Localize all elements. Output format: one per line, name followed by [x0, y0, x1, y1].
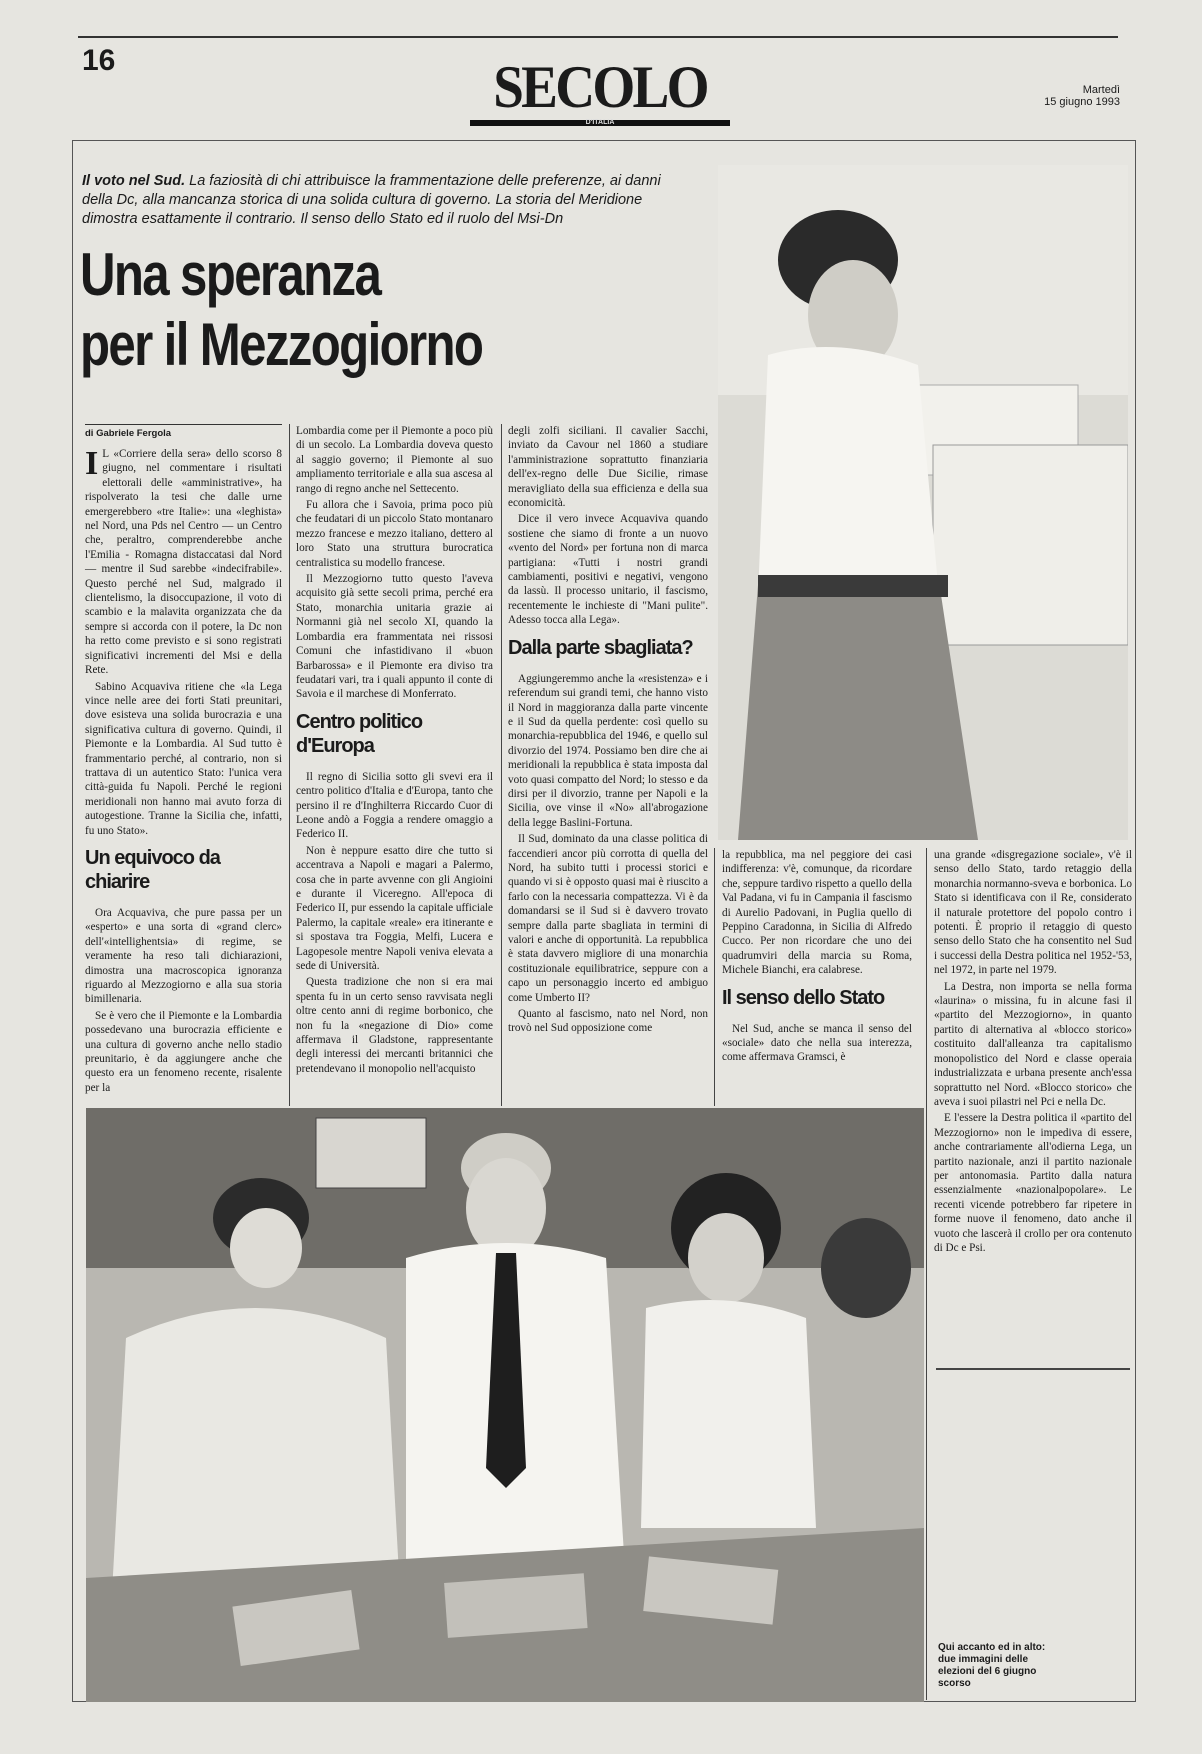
paragraph: Questa tradizione che non si era mai spenta fu in un certo senso ravvisata negli oltre cento anni di regime borbonico, che non fu la «negazione di Dio» come affermava il Gladstone, rappresentante degli interessi dei mercanti britannici che pretendevano il monopolio nell'acquisto — [296, 976, 493, 1075]
paragraph: Se è vero che il Piemonte e la Lombardia possedevano una burocrazia efficiente e una cultura di governo anche nello stadio preunitario, è da aggiungere anche che questo era un fenomeno recente, risalente per la — [85, 1009, 282, 1094]
photo-voter-at-ballot-box — [718, 165, 1128, 840]
article-column-3 — [508, 424, 708, 1038]
headline-line-1: Una speranza — [80, 241, 381, 308]
column-rule — [289, 424, 290, 1106]
photo-caption: Qui accanto ed in alto: due immagini delle elezioni del 6 giugno scorso — [938, 1642, 1046, 1689]
paragraph: Nel Sud, anche se manca il senso del «sociale» dato che nella sua interezza, come affermava Gramsci, è — [722, 1022, 912, 1064]
page-number: 16 — [82, 44, 116, 77]
paragraph: una grande «disgregazione sociale», v'è il senso dello Stato, tardo retaggio della monarchia normanno-sveva e borbonica. Lo Stato si identificava con il Re, considerato il naturale protettore del popolo contro i potenti. È proprio il retaggio di questo senso dello Stato che ha consentito nel Sud i successi della Destra politica nel 1952-'53, nel 1972, in parte nel 1979. — [934, 849, 1132, 977]
dateline — [1010, 84, 1120, 108]
masthead — [470, 56, 730, 126]
column-rule — [714, 848, 715, 1106]
top-rule — [78, 36, 1118, 38]
paragraph-text: L «Corriere della sera» dello scorso 8 giugno, nel commentare i risultati elettorali delle «amministrative», ha rispolverato la tesi che dalle urne emergerebbero «tre Italie»: una «leghista» nel Nord, una Pds nel Centro — un Centro che, peraltro, comprenderebbe anche l'Emilia - Romagna distaccatasi dal Nord — mentre il Sud sarebbe «indecifrabile». Questo perché nel Sud, malgrado il clientelismo, la disoccupazione, il voto di scambio e la malavita organizzata che da sempre si accorda con il potere, la Dc non ha retto come previsto e si sono registrati significativi incrementi del Msi e della Rete. — [85, 448, 282, 677]
masthead-title: SECOLO — [493, 54, 707, 120]
photo-vote-counting — [86, 1108, 924, 1702]
voter-photo-illustration — [718, 165, 1128, 840]
vote-counting-illustration — [86, 1108, 924, 1702]
masthead-bar — [470, 120, 730, 126]
subheading: Centro politico d'Europa — [296, 710, 423, 757]
article-column-2 — [296, 424, 493, 1078]
paragraph: Aggiungeremmo anche la «resistenza» e i referendum sui grandi temi, che hanno visto il Nord in maggioranza dalla parte vincente e il Sud da quella perdente: così quello su monarchia-repubblica del 1946, e quello sul divorzio del 1974. Possiamo ben dire che ai meridionali la repubblica è stata imposta dal voto quasi compatto del Nord; lo stesso e da dirsi per il divorzio, tranne per Napoli e la Sicilia, ove vinse il «No» all'abrogazione della legge Baslini-Fortuna. — [508, 672, 708, 829]
drop-cap: I — [85, 445, 99, 482]
paragraph: Il regno di Sicilia sotto gli svevi era il centro politico d'Italia e d'Europa, tanto che persino il re d'Inghilterra Riccardo Cuor di Leone andò a Foggia a rendere omaggio a Federico II. — [296, 770, 493, 841]
end-rule — [936, 1368, 1130, 1370]
subheading: Un equivoco da chiarire — [85, 846, 220, 893]
paragraph: Dice il vero invece Acquaviva quando sostiene che siamo di fronte a un nuovo «vento del Nord» per fortuna non di marca partigiana: «Tutti i nostri grandi cambiamenti, positivi e negativi, vengono da lassù. Il processo unitario, il fascismo, recentemente le inchieste di "Mani pulite". Adesso tocca alla Lega». — [508, 513, 708, 627]
paragraph: degli zolfi siciliani. Il cavalier Sacchi, inviato da Cavour nel 1860 a studiare l'amministrazione soprattutto finanziaria dell'ex-regno delle Due Sicilie, rimase meravigliato della sua efficienza e della sua economicità. — [508, 425, 708, 510]
paragraph: la repubblica, ma nel peggiore dei casi indifferenza: v'è, comunque, da ricordare che, seppure tardivo rispetto a quello della Val Padana, vi fu in Campania il fascismo di Aurelio Padovani, in Puglia quello di Peppino Caradonna, in Sicilia di Alfredo Cucco. Per non ricordare che uno dei quadrumviri della marcia su Roma, Michele Bianchi, era calabrese. — [722, 849, 912, 977]
masthead-subtitle: D'ITALIA — [585, 119, 615, 126]
subheading: Il senso dello Stato — [722, 986, 885, 1009]
dateline-day: Martedì — [1082, 84, 1120, 96]
paragraph: Ora Acquaviva, che pure passa per un «esperto» e una sorta di «grand clerc» dell'«intellighentsia» di regime, se veramente ha reso tali dichiarazioni, dimostra una macroscopica ignoranza riguardo al Mezzogiorno e alla sua storia bimillenaria. — [85, 906, 282, 1006]
paragraph: Quanto al fascismo, nato nel Nord, non trovò nel Sud opposizione come — [508, 1008, 708, 1035]
article-column-4 — [722, 848, 912, 1067]
paragraph: La Destra, non importa se nella forma «laurina» o missina, fu in alcune fasi il «partito del Mezzogiorno», in quanto partito di alternativa al «blocco storico» costituito dall'alleanza tra capitalismo monopolistico del Nord e classe operaia industrializzata e urbana presente anch'essa soprattutto nel Nord. «Blocco storico» che aveva i suoi pilastri nel Pci e nella Dc. — [934, 980, 1132, 1108]
dateline-date: 15 giugno 1993 — [1044, 96, 1120, 108]
headline-line-2: per il Mezzogiorno — [80, 311, 483, 378]
column-rule — [926, 848, 927, 1700]
paragraph: Fu allora che i Savoia, prima poco più che feudatari di un piccolo Stato montanaro mezzo francese e mezzo italiano, dettero al loro Stato una struttura burocratica centralistica su modello francese. — [296, 499, 493, 569]
paragraph: Lombardia come per il Piemonte a poco più di un secolo. La Lombardia doveva questo al saggio governo; il Piemonte al suo ampliamento territoriale e alla sua ascesa al rango di regno anche nel Settecento. — [296, 425, 493, 495]
paragraph: Sabino Acquaviva ritiene che «la Lega vince nelle aree dei forti Stati preunitari, dove esisteva una solida burocrazia e una significativa cultura di governo. Quindi, il Piemonte e la Lombardia. Al Sud tutto è frammentario perché, al contrario, non si trattava di un autentico Stato: l'unica vera città-guida fu Napoli. Perché le regioni meridionali non hanno mai avuto forza di autogestione. Tranne la Sicilia che, infatti, fu uno Stato». — [85, 680, 282, 837]
column-rule — [501, 424, 502, 1106]
kicker — [82, 172, 682, 229]
article-column-5 — [934, 848, 1132, 1257]
kicker-text: La faziosità di chi attribuisce la frammentazione delle preferenze, ai danni della Dc, alla mancanza storica di una solida cultura di governo. La storia del Meridione dimostra esattamente il contrario. Il senso dello Stato ed il ruolo del Msi-Dn — [82, 173, 661, 227]
paragraph — [85, 447, 282, 678]
paragraph: Il Sud, dominato da una classe politica di faccendieri ancor più corrotta di quella del Nord, ha subito tutti i processi storici e quando vi si è opposto quasi mai è riuscito a farlo con la necessaria compattezza. Vi è da domandarsi se il Sud si è davvero trovato sempre dalla parte sbagliata in termini di valori e anche di opportunità. La repubblica è stata davvero migliore di una monarchia costituzionale equilibratrice, seppure con a capo un personaggio incerto ed ambiguo come Umberto II? — [508, 833, 708, 1004]
kicker-lead: Il voto nel Sud. — [82, 173, 186, 189]
article-column-1 — [85, 424, 282, 1097]
paragraph: E l'essere la Destra politica il «partito del Mezzogiorno» non le impediva di essere, anche contrariamente all'odierna Lega, un partito nazionale, anzi il partito nazionale per antonomasia. Partito dalla natura essenzialmente «nazionalpopolare». Le recenti vicende potrebbero far ripetere in forme nuove il fenomeno, dato anche il vuoto che lascerà il crollo per ora contenuto di Dc e Psi. — [934, 1112, 1132, 1254]
paragraph: Non è neppure esatto dire che tutto si accentrava a Napoli e magari a Palermo, cosa che in parte avvenne con gli Angioini e durante il Viceregno. All'epoca di Federico II, pur essendo la capitale ufficiale Palermo, la capitale «reale» era itinerante e si spostava tra Foggia, Melfi, Lucera e Lagopesole mentre Napoli veniva elevata a sede di Università. — [296, 844, 493, 972]
paragraph: Il Mezzogiorno tutto questo l'aveva acquisito già sette secoli prima, perché era Stato, monarchia unitaria grazie ai Normanni già nel secolo XI, quando la Lombardia era frammentata nei rissosi Comuni che infastidivano il «buon Barbarossa» e il Piemonte era diviso tra feudatari vari, tra i quali appunto il conte di Savoia e il marchese di Monferrato. — [296, 573, 493, 701]
subheading: Dalla parte sbagliata? — [508, 636, 693, 659]
byline: di Gabriele Fergola — [85, 424, 282, 439]
headline — [80, 240, 539, 380]
